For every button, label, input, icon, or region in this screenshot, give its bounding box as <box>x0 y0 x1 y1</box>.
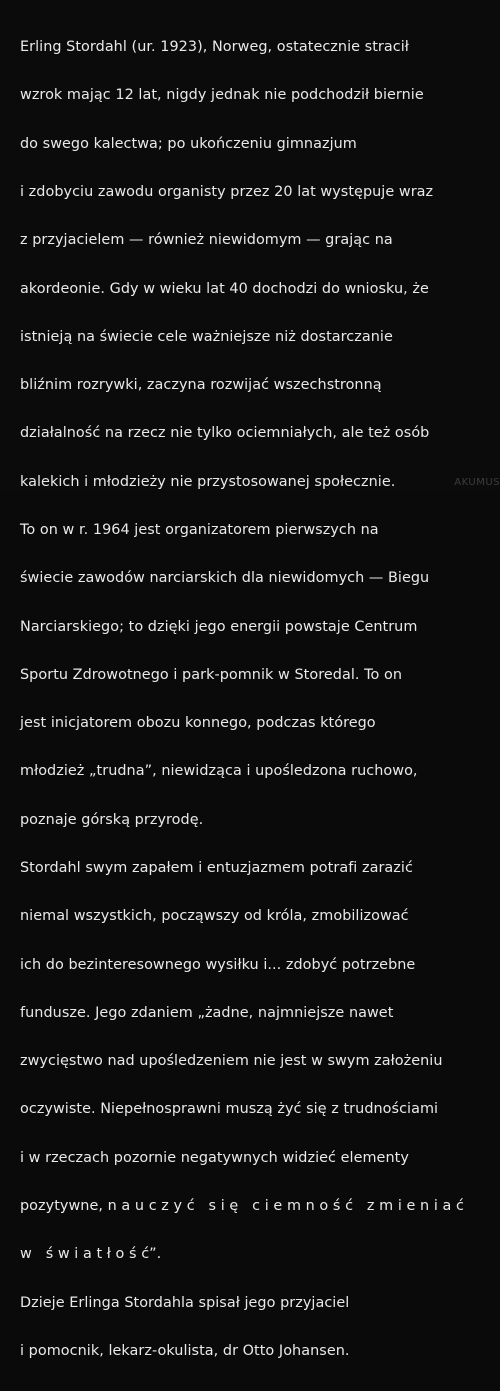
text-line: istnieją na świecie cele ważniejsze niż dostarczanie <box>20 328 393 345</box>
text-line: wzrok mając 12 lat, nigdy jednak nie podchodził biernie <box>20 87 424 104</box>
text-line: Erling Stordahl (ur. 1923), Norweg, ostatecznie stracił <box>20 39 409 56</box>
text-line: młodzież „trudna”, niewidząca i upośledzona ruchowo, <box>20 763 418 780</box>
text-line: Dzieje Erlinga Stordahla spisał jego przyjaciel <box>20 1294 350 1311</box>
text-line: świecie zawodów narciarskich dla niewidomych — Biegu <box>20 570 430 587</box>
text-line: Stordahl swym zapałem i entuzjazmem potrafi zarazić <box>20 859 413 876</box>
watermark: AKUMUS <box>454 477 500 488</box>
text-line: do swego kalectwa; po ukończeniu gimnazjum <box>20 135 357 152</box>
text-line: poznaje górską przyrodę. <box>20 811 204 828</box>
text-line: Sportu Zdrowotnego i park-pomnik w Storedal. To on <box>20 666 403 683</box>
text-line: i zdobyciu zawodu organisty przez 20 lat występuje wraz <box>20 184 434 201</box>
text-line: oczywiste. Niepełnosprawni muszą żyć się z trudnościami <box>20 1101 439 1118</box>
text-line: Narciarskiego; to dzięki jego energii powstaje Centrum <box>20 618 418 635</box>
text-line: ich do bezinteresownego wysiłku i... zdobyć potrzebne <box>20 956 416 973</box>
text-line: i w rzeczach pozornie negatywnych widzieć elementy <box>20 1149 409 1166</box>
text-line: zwycięstwo nad upośledzeniem nie jest w swym założeniu <box>20 1053 443 1070</box>
text-line: jest inicjatorem obozu konnego, podczas którego <box>20 715 376 732</box>
text-line: w ś w i a t ł o ś ć”. <box>20 1246 162 1263</box>
text-line: działalność na rzecz nie tylko ociemniałych, ale też osób <box>20 425 430 442</box>
text-line: z przyjacielem — również niewidomym — grając na <box>20 232 393 249</box>
text-line: pozytywne, n a u c z y ć s i ę c i e m n o ś ć z m i e n i a ć <box>20 1197 464 1214</box>
text-line: i pomocnik, lekarz-okulista, dr Otto Johansen. <box>20 1342 350 1359</box>
text-line: fundusze. Jego zdaniem „żadne, najmniejsze nawet <box>20 1004 394 1021</box>
text-line: akordeonie. Gdy w wieku lat 40 dochodzi do wniosku, że <box>20 280 429 297</box>
text-line: kalekich i młodzieży nie przystosowanej społecznie. <box>20 473 396 490</box>
biography-text <box>20 7 490 1391</box>
text-line: To on w r. 1964 jest organizatorem pierwszych na <box>20 522 379 538</box>
text-line: bliźnim rozrywki, zaczyna rozwijać wszechstronną <box>20 377 382 394</box>
text-line: niemal wszystkich, począwszy od króla, zmobilizować <box>20 908 409 925</box>
